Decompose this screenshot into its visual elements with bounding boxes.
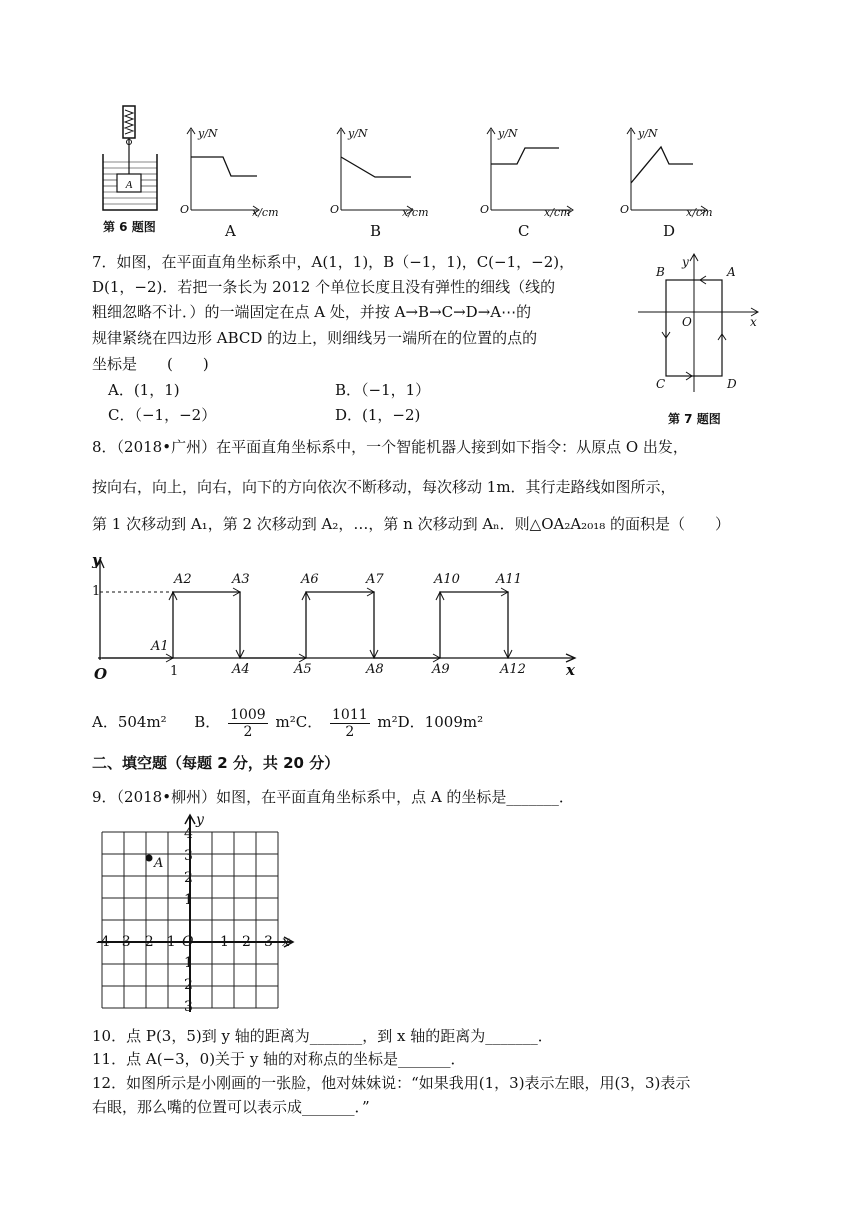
q8-a8: A8 <box>366 662 384 677</box>
q6-option-c: C <box>518 222 530 240</box>
q9-ytick: 4 <box>184 826 193 842</box>
q8-line3: 第 1 次移动到 A₁，第 2 次移动到 A₂，…，第 n 次移动到 Aₙ．则△OA₂A₂₀₁₈ 的面积是（ ） <box>92 515 731 533</box>
q6-figure <box>95 100 715 245</box>
graph-c-ylabel: y/N <box>498 127 518 140</box>
graph-c-origin: O <box>480 203 490 216</box>
q9-point-a <box>146 855 153 862</box>
q8-a9: A9 <box>432 662 450 677</box>
q8-option-b-den: 2 <box>243 723 253 740</box>
q6-option-a: A <box>225 222 236 240</box>
q8-option-b-prefix: B． <box>194 713 221 731</box>
q9-y-label: y <box>196 812 204 828</box>
q11-text: 11．点 A(−3，0)关于 y 轴的对称点的坐标是_______． <box>92 1050 466 1068</box>
q7-point-d: D <box>727 377 737 391</box>
q8-option-c-unit: m²D．1009m² <box>377 713 484 731</box>
graph-b-ylabel: y/N <box>348 127 368 140</box>
q8-option-b-fraction <box>228 707 268 740</box>
q9-origin: O <box>182 934 194 950</box>
q8-line2: 按向右，向上，向右，向下的方向依次不断移动，每次移动 1m．其行走路线如图所示， <box>92 478 676 496</box>
q8-a1: A1 <box>151 639 169 654</box>
q9-ytick: 1 <box>184 955 193 971</box>
graph-c-xlabel: x/cm <box>544 206 571 219</box>
q7-y-label: y <box>682 255 689 269</box>
q9-xtick: -1 <box>162 934 176 950</box>
graph-a-origin: O <box>180 203 190 216</box>
q9-xtick: 2 <box>242 934 251 950</box>
q9-ytick: 2 <box>184 977 193 993</box>
q6-caption: 第 6 题图 <box>103 220 156 234</box>
q7-point-a: A <box>727 265 736 279</box>
q9-text: 9．（2018•柳州）如图，在平面直角坐标系中，点 A 的坐标是_______． <box>92 788 574 806</box>
q8-a10: A10 <box>434 572 460 587</box>
q8-a5: A5 <box>294 662 312 677</box>
q8-a4: A4 <box>232 662 250 677</box>
q9-xtick: -2 <box>140 934 154 950</box>
q7-line3: 粗细忽略不计．）的一端固定在点 A 处，并按 A→B→C→D→A⋯的 <box>92 303 532 321</box>
q8-origin: O <box>94 665 108 683</box>
q9-xtick: 3 <box>264 934 273 950</box>
q9-xtick: -3 <box>117 934 131 950</box>
q8-option-c-den: 2 <box>345 723 355 740</box>
q8-a11: A11 <box>496 572 522 587</box>
q8-option-a: A．504m² <box>92 713 167 731</box>
q12-line2: 右眼，那么嘴的位置可以表示成_______．” <box>92 1098 370 1116</box>
q7-caption: 第 7 题图 <box>668 412 721 426</box>
graph-a-ylabel: y/N <box>198 127 218 140</box>
q7-point-b: B <box>656 265 665 279</box>
q9-a-label: A <box>154 856 164 871</box>
q7-line1: 7．如图，在平面直角坐标系中，A(1，1)，B（−1，1)，C(−1，−2)， <box>92 253 575 271</box>
q8-option-b-unit: m²C． <box>275 713 323 731</box>
q7-option-d: D．(1，−2) <box>335 406 421 424</box>
q8-line1: 8．（2018•广州）在平面直角坐标系中，一个智能机器人接到如下指令：从原点 O 出发， <box>92 438 688 456</box>
q8-one-y: 1 <box>92 584 101 599</box>
q7-line4: 规律紧绕在四边形 ABCD 的边上，则细线另一端所在的位置的点的 <box>92 329 538 347</box>
q7-option-c: C．（−1，−2） <box>108 406 217 424</box>
q8-option-b-num: 1009 <box>230 706 266 723</box>
q9-x-label: x <box>282 934 290 950</box>
q10-text: 10．点 P(3，5)到 y 轴的距离为_______，到 x 轴的距离为_______． <box>92 1027 553 1045</box>
q8-a12: A12 <box>500 662 526 677</box>
q7-origin: O <box>682 315 692 329</box>
q8-options <box>92 704 483 740</box>
q8-a7: A7 <box>366 572 384 587</box>
q8-a6: A6 <box>301 572 319 587</box>
q8-a3: A3 <box>232 572 250 587</box>
q9-xtick: -4 <box>96 934 110 950</box>
spring-beaker-illustration <box>103 106 157 210</box>
q7-x-label: x <box>750 315 757 329</box>
q7-option-a: A．(1，1) <box>108 381 180 399</box>
q9-grid-figure <box>96 812 296 1017</box>
q7-line2: D(1，−2)．若把一条长为 2012 个单位长度且没有弹性的细线（线的 <box>92 278 556 296</box>
section-heading: 二、填空题（每题 2 分，共 20 分） <box>92 754 340 772</box>
q8-a2: A2 <box>174 572 192 587</box>
q9-ytick: 3 <box>184 848 193 864</box>
q6-option-d: D <box>663 222 676 240</box>
q7-figure <box>630 250 760 400</box>
q12-line1: 12．如图所示是小刚画的一张脸，他对妹妹说：“如果我用(1，3)表示左眼，用(3，3)表示 <box>92 1074 691 1092</box>
q9-ytick: 1 <box>184 892 193 908</box>
q8-x-label: x <box>566 661 575 679</box>
graph-a-xlabel: x/cm <box>252 206 279 219</box>
q9-xtick: 1 <box>220 934 229 950</box>
q8-option-c-num: 1011 <box>332 706 368 723</box>
graph-d-ylabel: y/N <box>638 127 658 140</box>
q6-option-b: B <box>370 222 382 240</box>
graph-d-xlabel: x/cm <box>686 206 713 219</box>
q8-option-c-fraction <box>330 707 370 740</box>
q9-ytick: 2 <box>184 870 193 886</box>
q8-y-label: y <box>92 551 101 569</box>
graph-d-origin: O <box>620 203 630 216</box>
graph-b-xlabel: x/cm <box>402 206 429 219</box>
q7-option-b: B．（−1，1） <box>335 381 431 399</box>
q8-one-x: 1 <box>170 664 179 679</box>
block-label: A <box>125 179 133 191</box>
graph-b-origin: O <box>330 203 340 216</box>
q7-line5: 坐标是 ( ) <box>92 355 209 373</box>
q7-point-c: C <box>656 377 666 391</box>
q9-ytick: 3 <box>184 999 193 1015</box>
